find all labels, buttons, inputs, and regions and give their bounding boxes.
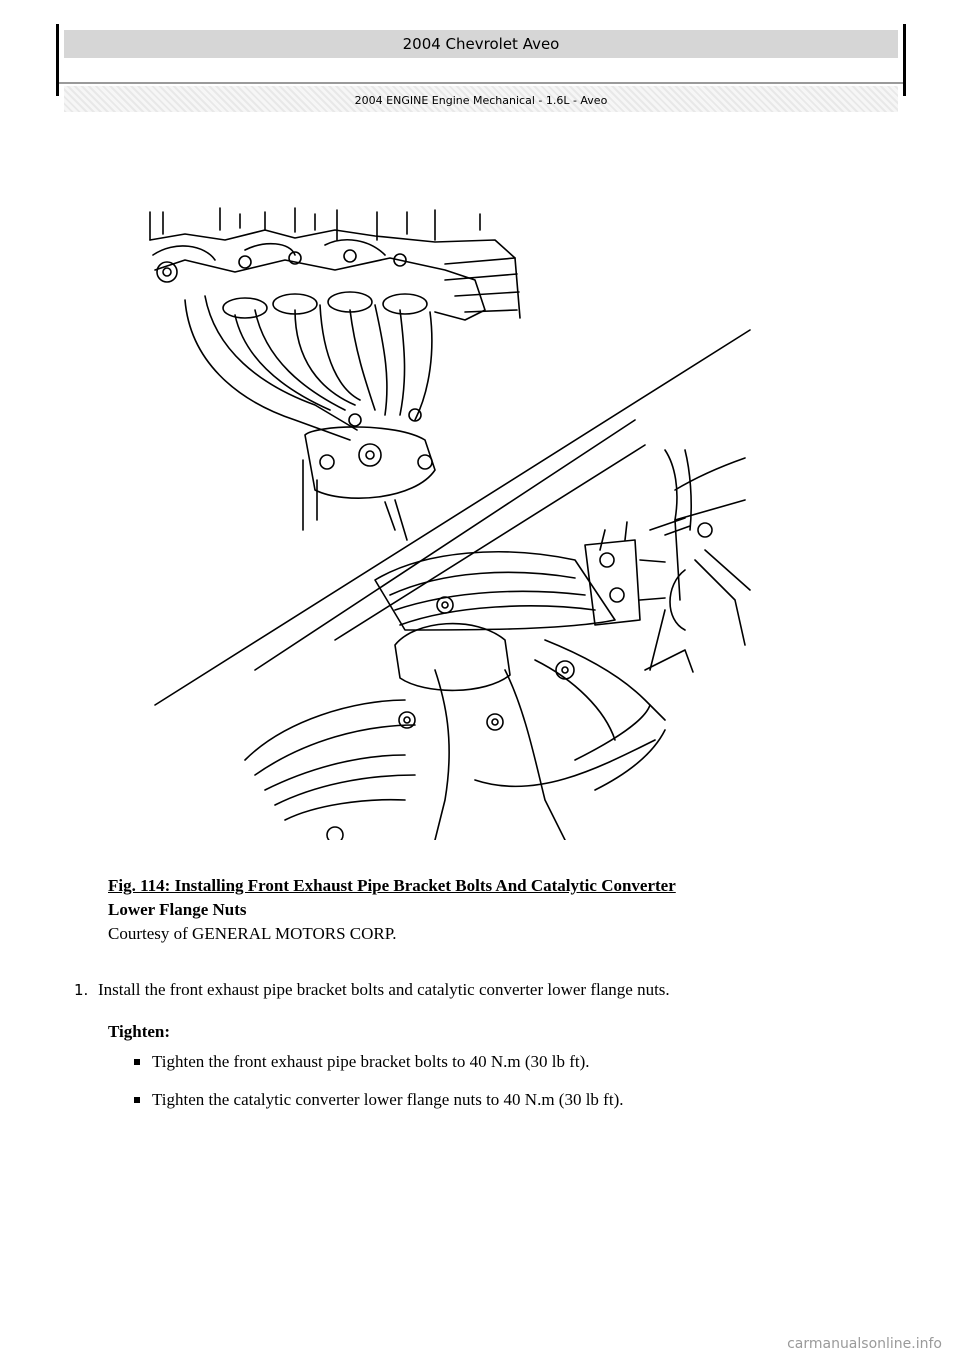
torque-spec-text: Tighten the catalytic converter lower flange nuts to 40 N.m (30 lb ft). xyxy=(152,1090,624,1109)
torque-spec-text: Tighten the front exhaust pipe bracket bolts to 40 N.m (30 lb ft). xyxy=(152,1052,590,1071)
figure-caption xyxy=(108,874,868,946)
figure-title-continued: Lower Flange Nuts xyxy=(108,900,247,919)
header-title: 2004 Chevrolet Aveo xyxy=(64,30,898,58)
torque-spec-list xyxy=(130,1050,623,1126)
tighten-label: Tighten: xyxy=(108,1022,171,1041)
list-item xyxy=(130,1050,623,1074)
list-item xyxy=(130,1088,623,1112)
step-text: Install the front exhaust pipe bracket bolts and catalytic converter lower flange nuts. xyxy=(98,980,670,999)
site-watermark: carmanualsonline.info xyxy=(787,1336,942,1352)
header-right-border xyxy=(903,24,906,96)
exhaust-installation-illustration xyxy=(145,200,765,840)
step-number: 1. xyxy=(74,981,89,999)
header-left-border xyxy=(56,24,59,96)
header-subtitle: 2004 ENGINE Engine Mechanical - 1.6L - Aveo xyxy=(64,86,898,112)
bullet-icon xyxy=(134,1097,140,1103)
figure-title: Fig. 114: Installing Front Exhaust Pipe Bracket Bolts And Catalytic Converter xyxy=(108,876,676,895)
header-divider xyxy=(59,82,903,84)
bullet-icon xyxy=(134,1059,140,1065)
figure-courtesy: Courtesy of GENERAL MOTORS CORP. xyxy=(108,924,397,943)
page-header xyxy=(56,24,906,107)
